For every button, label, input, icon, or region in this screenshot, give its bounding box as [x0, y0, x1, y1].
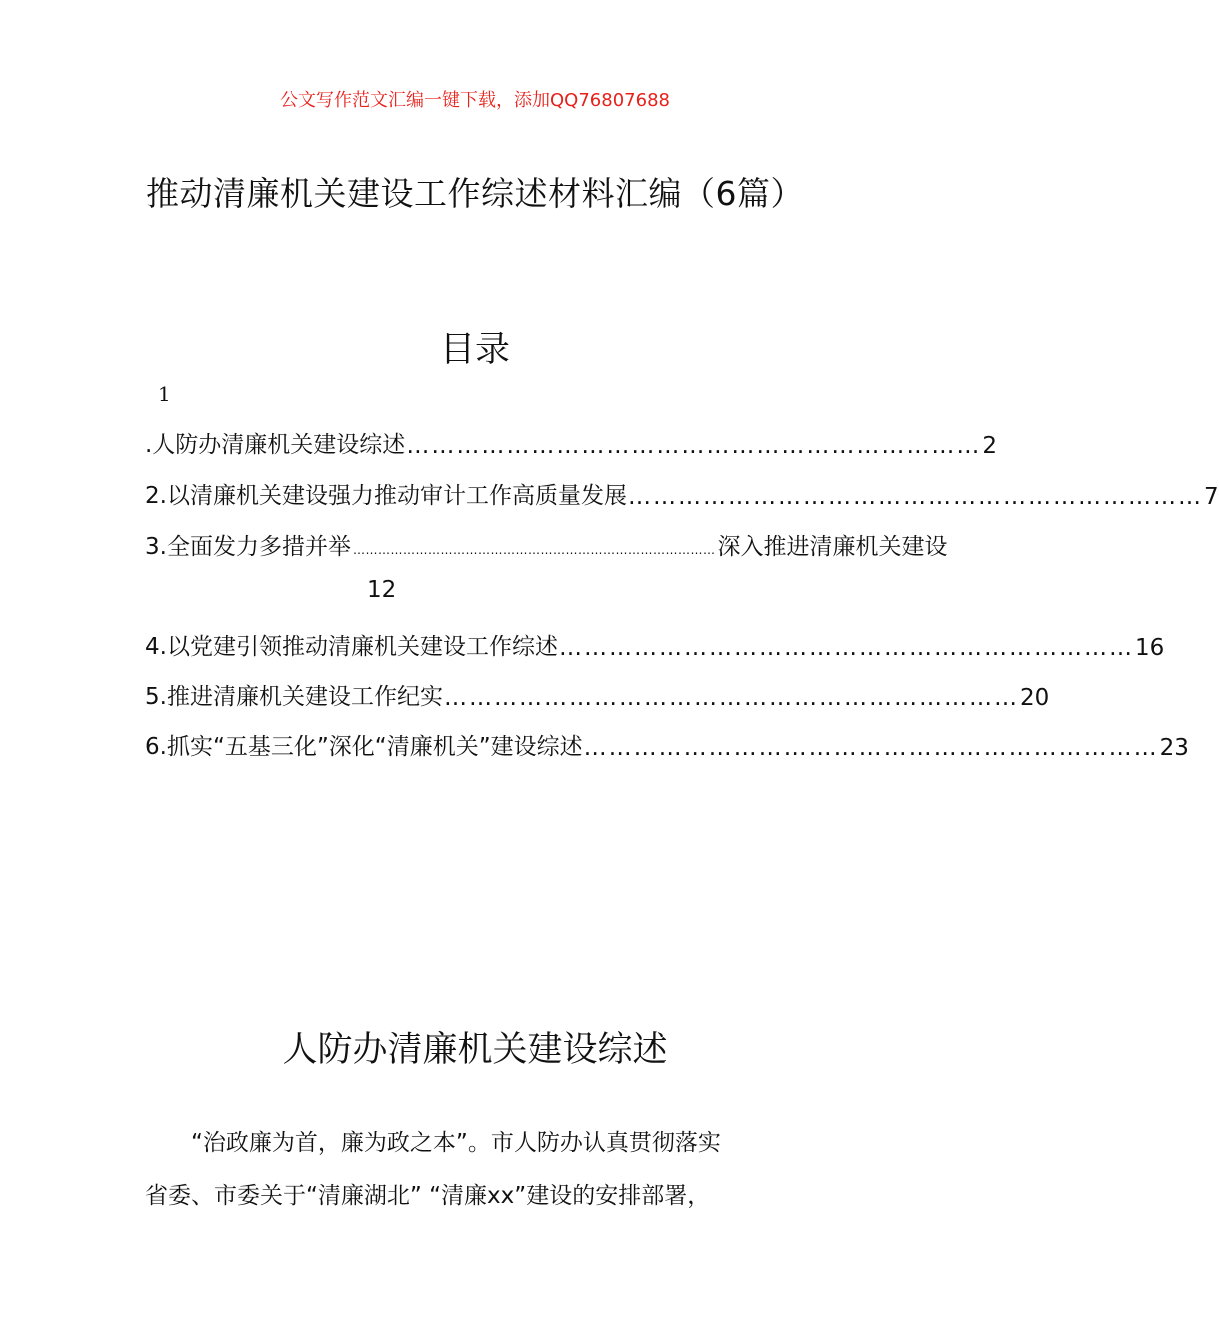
toc-entry-5[interactable] — [145, 677, 1050, 711]
toc-leader-dots: …………………………………………………………… — [583, 735, 1159, 761]
toc-entry-page: 23 — [1159, 735, 1189, 761]
toc-entry-text: 2.以清廉机关建设强力推动审计工作高质量发展 — [145, 483, 627, 509]
toc-entry-text: 6.抓实“五基三化”深化“清廉机关”建设综述 — [145, 734, 583, 760]
toc-entry-2[interactable] — [145, 476, 1219, 510]
toc-leader-dots: …………………………………………………………… — [443, 685, 1019, 711]
toc-entry-text-left: 3.全面发力多措并举 — [145, 534, 351, 560]
toc-entry-6[interactable] — [145, 727, 1189, 761]
toc-entry-text: 4.以党建引领推动清廉机关建设工作综述 — [145, 634, 558, 660]
toc-entry-page: 20 — [1019, 685, 1050, 711]
toc-leader-dots: …………………………………………………………………………… — [352, 543, 716, 557]
toc-entry-page: 16 — [1134, 635, 1165, 661]
toc-entry-3[interactable] — [145, 527, 948, 561]
toc-leader-dots: …………………………………………………………… — [406, 433, 982, 459]
paragraph-line-2: 省委、市委关于“清廉湖北” “清廉xx”建设的安排部署， — [145, 1183, 711, 1209]
toc-entry-text: 5.推进清廉机关建设工作纪实 — [145, 684, 443, 710]
toc-leader-dots: …………………………………………………………… — [558, 635, 1134, 661]
toc-entry-text: .人防办清廉机关建设综述 — [145, 432, 406, 458]
toc-entry-3-page: 12 — [367, 577, 397, 603]
toc-entry-page: 2 — [982, 433, 997, 459]
toc-heading: 目录 — [439, 330, 510, 370]
toc-entry-page: 7 — [1203, 484, 1219, 510]
paragraph-line-1: “治政廉为首，廉为政之本”。市人防办认真贯彻落实 — [191, 1130, 721, 1156]
toc-first-number: 1 — [158, 382, 171, 406]
toc-entry-text-right: 深入推进清廉机关建设 — [717, 534, 948, 560]
section-title: 人防办清廉机关建设综述 — [282, 1030, 668, 1070]
toc-leader-dots: …………………………………………………………… — [627, 484, 1203, 510]
header-banner: 公文写作范文汇编一键下载，添加QQ76807688 — [280, 90, 670, 111]
toc-entry-4[interactable] — [145, 627, 1165, 661]
toc-entry-1[interactable] — [145, 425, 997, 459]
document-title: 推动清廉机关建设工作综述材料汇编（6篇） — [146, 174, 804, 213]
